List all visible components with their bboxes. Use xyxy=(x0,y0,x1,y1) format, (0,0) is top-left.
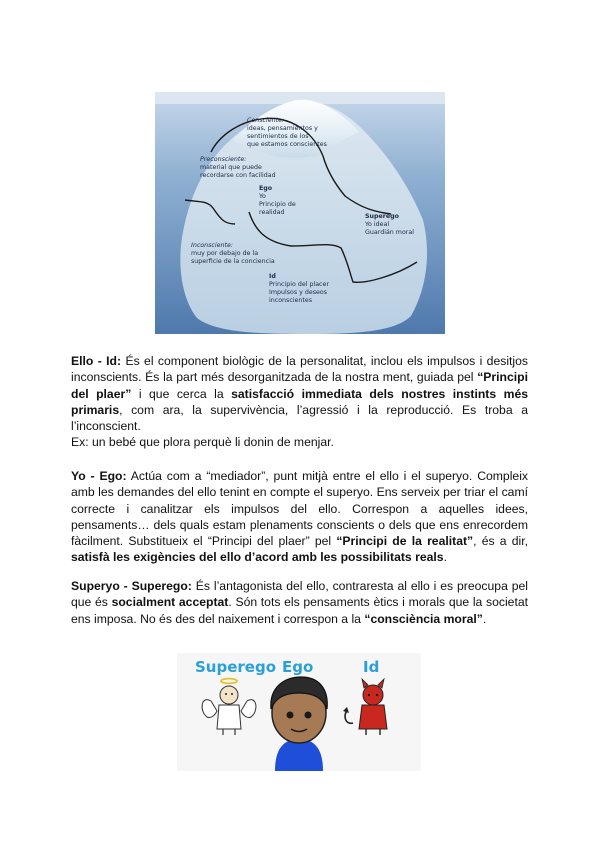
preconsciente-title: Preconsciente: xyxy=(200,156,247,163)
bold-span: “consciència moral” xyxy=(364,611,483,626)
consciente-line: ideas, pensamientos y xyxy=(247,125,318,132)
id-title: Id xyxy=(269,273,276,280)
text-span: . xyxy=(482,611,487,626)
ego-title: Ego xyxy=(259,185,273,192)
ego-line: Principio de xyxy=(259,201,296,208)
ego-line: realidad xyxy=(259,209,285,216)
text-span: . xyxy=(443,550,447,565)
paragraph-yo xyxy=(71,468,528,566)
preconsciente-line: material que puede xyxy=(200,164,262,171)
term-yo: Yo - Ego: xyxy=(71,469,127,483)
consciente-line: sentimientos de los xyxy=(247,133,309,140)
bold-span: “Principi del plaer” xyxy=(71,370,528,401)
id-label: Id xyxy=(363,658,380,676)
ego-line: Yo xyxy=(259,193,266,200)
consciente-line: que estamos conscientes xyxy=(247,141,327,148)
term-ello: Ello - Id: xyxy=(71,354,122,368)
inconsciente-line: muy por debajo de la xyxy=(191,250,259,257)
bold-span: satisfacció immediata dels nostres instints més primaris xyxy=(71,386,529,417)
text-span: . Són tots els pensaments ètics i morals que la societat ens imposa. No és des del naixement i correspon a la xyxy=(71,595,528,626)
text-span: Actúa com a “mediador”, punt mitjà entre el ello i el superyo. Compleix amb les demandes del ello tenint en compte el superyo. Ens serveix per triar el camí correcte i canalitzar els impulsos del ello. Correspon a aquelles idees, pensaments… dels quals estam plenaments conscients o dels que ens enrecordem fàcilment. Substitueix el “Principi del plaer” pel xyxy=(71,469,528,549)
id-line: Impulsos y deseos xyxy=(269,289,328,296)
text-span: , com ara, la supervivència, l’agressió i la reproducció. Es troba a l’inconscient. xyxy=(71,402,528,434)
id-line: Principio del placer xyxy=(269,281,329,288)
consciente-title: Consciente: xyxy=(247,117,285,124)
ego-figure xyxy=(271,677,327,771)
superego-label: Superego xyxy=(195,658,277,676)
superego-title: Superego xyxy=(365,213,400,220)
term-superyo: Superyo - Superego: xyxy=(71,579,192,593)
cartoon-illustration xyxy=(177,653,421,771)
text-span: i que cerca la xyxy=(131,386,232,401)
paragraph-ello xyxy=(71,353,528,451)
ego-label: Ego xyxy=(282,658,314,676)
iceberg-diagram xyxy=(155,92,445,334)
preconsciente-line: recordarse con facilidad xyxy=(200,172,276,179)
text-span: , és a dir, xyxy=(473,534,528,549)
superego-line: Guardián moral xyxy=(365,229,414,236)
inconsciente-title: Inconsciente: xyxy=(191,242,233,249)
superego-line: Yo ideal xyxy=(365,221,390,228)
bold-span: socialment acceptat xyxy=(111,595,229,610)
text-span: És l’antagonista del ello, contraresta al ello i es preocupa pel que és xyxy=(71,579,529,610)
id-line: inconscientes xyxy=(269,297,313,304)
bold-span: satisfà les exigències del ello d’acord amb les possibilitats reals xyxy=(71,550,444,565)
example-line: Ex: un bebé que plora perquè li donin de menjar. xyxy=(71,435,334,450)
inconsciente-line: superficie de la conciencia xyxy=(191,258,275,265)
bold-span: “Principi de la realitat” xyxy=(336,534,474,549)
paragraph-superyo xyxy=(71,578,528,627)
text-span: És el component biològic de la personalitat, inclou els impulsos i desitjos inconscients. És la part més desorganitzada de la nostra ment, guiada pel xyxy=(71,354,528,385)
